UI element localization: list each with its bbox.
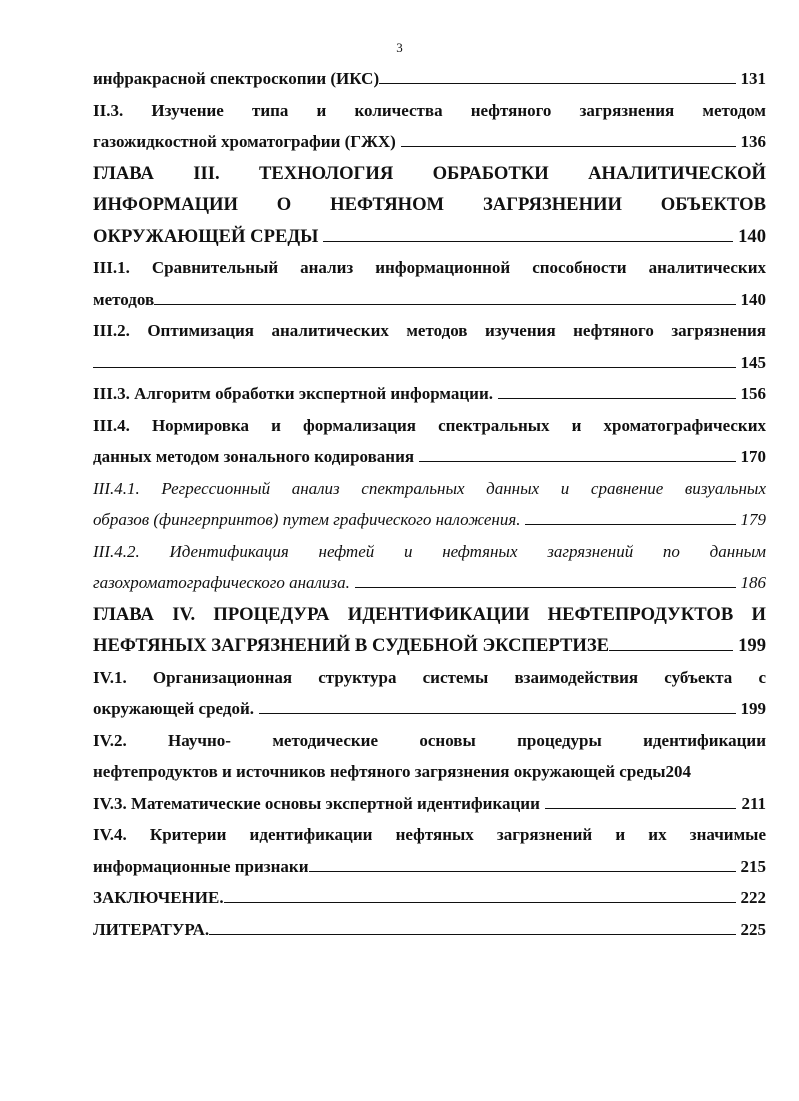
toc-page-number: 145 — [740, 352, 766, 372]
toc-entry-text: газожидкостной хроматографии (ГЖХ) — [93, 132, 396, 151]
toc-line — [93, 756, 766, 788]
toc-entry-text: образов (фингерпринтов) путем графического наложения. — [93, 510, 521, 529]
toc-line — [93, 126, 766, 158]
toc-line: III.4. Нормировка и формализация спектральных и хроматографических — [93, 415, 766, 435]
chapter-heading: ИНФОРМАЦИИ О НЕФТЯНОМ ЗАГРЯЗНЕНИИ ОБЪЕКТОВ — [93, 194, 766, 215]
toc-line — [93, 914, 766, 946]
leader-line — [309, 871, 736, 872]
toc-entry-text: ОКРУЖАЮЩЕЙ СРЕДЫ — [93, 225, 319, 247]
toc-entry-text: инфракрасной спектроскопии (ИКС) — [93, 69, 380, 88]
toc-line — [93, 441, 766, 473]
toc-entry-text: нефтепродуктов и источников нефтяного загрязнения окружающей среды — [93, 762, 666, 781]
toc-subline: III.4.1. Регрессионный анализ спектральных данных и сравнение визуальных — [93, 478, 766, 498]
toc-page-number: 204 — [665, 762, 691, 781]
toc-page-number: 179 — [740, 510, 766, 529]
toc-line: IV.2. Научно- методические основы процедуры идентификации — [93, 730, 766, 750]
toc-page-number: 211 — [741, 793, 766, 813]
toc-page-number: 199 — [740, 699, 766, 718]
leader-line — [545, 808, 737, 809]
leader-line — [498, 398, 735, 399]
toc-line: IV.1. Организационная структура системы взаимодействия субъекта с — [93, 667, 766, 687]
toc-line — [93, 882, 766, 914]
toc-subline — [93, 504, 766, 536]
page-number: 3 — [396, 40, 403, 55]
toc-line: III.2. Оптимизация аналитических методов изучения нефтяного загрязнения — [93, 321, 766, 340]
toc-line — [93, 788, 766, 820]
leader-line — [93, 367, 736, 368]
toc-entry-text: НЕФТЯНЫХ ЗАГРЯЗНЕНИЙ В СУДЕБНОЙ ЭКСПЕРТИЗЕ — [93, 635, 610, 656]
leader-line — [323, 241, 733, 242]
toc-line — [93, 378, 766, 410]
toc-entry-text: информационные признаки — [93, 856, 309, 876]
leader-line — [609, 650, 733, 651]
leader-line — [154, 304, 735, 305]
toc-subline — [93, 567, 766, 599]
toc-entry-text: ЗАКЛЮЧЕНИЕ. — [93, 888, 224, 907]
toc-page-number: 186 — [740, 573, 766, 592]
leader-line — [259, 713, 735, 714]
leader-line — [419, 461, 735, 462]
toc-page-number: 140 — [738, 225, 766, 247]
toc-line: III.1. Сравнительный анализ информационной способности аналитических — [93, 258, 766, 277]
chapter-heading: ГЛАВА III. ТЕХНОЛОГИЯ ОБРАБОТКИ АНАЛИТИЧЕСКОЙ — [93, 162, 766, 184]
chapter-heading — [93, 630, 766, 662]
toc-page-number: 170 — [740, 447, 766, 466]
table-of-contents — [93, 63, 766, 945]
toc-line — [93, 347, 766, 379]
toc-line — [93, 851, 766, 883]
toc-entry-text: окружающей средой. — [93, 699, 255, 718]
toc-line — [93, 284, 766, 316]
toc-entry-text: газохроматографического анализа. — [93, 573, 350, 592]
toc-entry-text: IV.3. Математические основы экспертной идентификации — [93, 793, 540, 813]
chapter-heading — [93, 221, 766, 253]
toc-entry-text: III.3. Алгоритм обработки экспертной информации. — [93, 384, 494, 403]
toc-page-number: 131 — [740, 69, 766, 88]
leader-line — [401, 146, 736, 147]
toc-subline: III.4.2. Идентификация нефтей и нефтяных загрязнений по данным — [93, 541, 766, 561]
toc-page-number: 136 — [740, 132, 766, 151]
toc-page-number: 215 — [740, 856, 766, 876]
toc-page-number: 140 — [740, 289, 766, 309]
toc-page-number: 156 — [740, 384, 766, 403]
toc-entry-text: данных методом зонального кодирования — [93, 447, 415, 466]
leader-line — [209, 934, 735, 935]
toc-page-number: 199 — [738, 635, 766, 656]
leader-line — [379, 83, 735, 84]
leader-line — [224, 902, 736, 903]
leader-line — [355, 587, 736, 588]
toc-line: IV.4. Критерии идентификации нефтяных загрязнений и их значимые — [93, 825, 766, 844]
toc-entry-text: методов — [93, 289, 155, 309]
toc-line — [93, 693, 766, 725]
toc-page-number: 225 — [740, 919, 766, 939]
toc-line: II.3. Изучение типа и количества нефтяного загрязнения методом — [93, 100, 766, 120]
chapter-heading: ГЛАВА IV. ПРОЦЕДУРА ИДЕНТИФИКАЦИИ НЕФТЕПРОДУКТОВ И — [93, 603, 766, 625]
toc-entry-text: ЛИТЕРАТУРА. — [93, 919, 210, 939]
leader-line — [525, 524, 735, 525]
toc-page-number: 222 — [740, 888, 766, 907]
toc-line — [93, 63, 766, 95]
